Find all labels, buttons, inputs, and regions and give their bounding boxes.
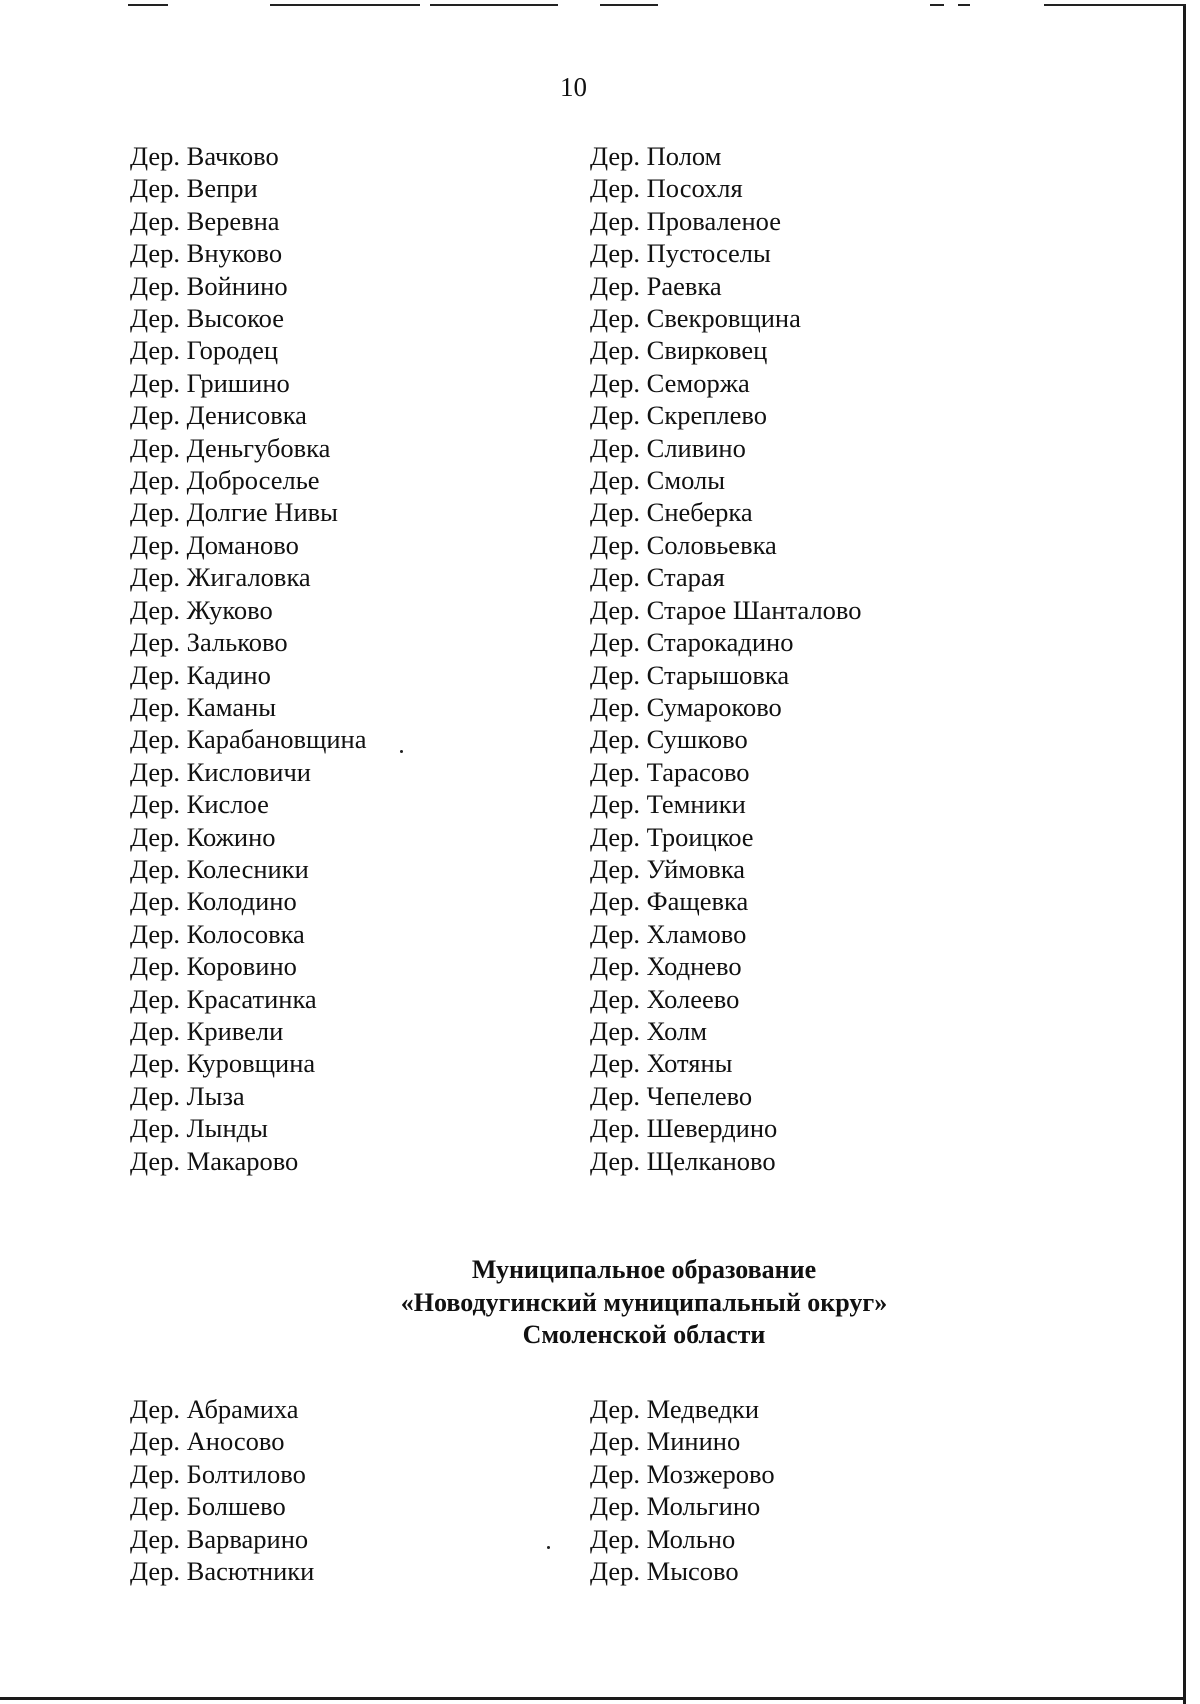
village-item: Дер. Троицкое — [590, 821, 754, 852]
village-item: Дер. Зальково — [130, 627, 288, 658]
village-item: Дер. Доброселье — [130, 465, 320, 496]
village-item: Дер. Полом — [590, 141, 722, 171]
village-item: Дер. Мольно — [590, 1523, 736, 1554]
village-item: Дер. Уймовка — [590, 853, 746, 884]
village-item: Дер. Жуково — [130, 594, 273, 625]
village-item: Дер. Вепри — [130, 173, 258, 204]
village-item: Дер. Городец — [130, 335, 279, 366]
village-item: Дер. Болтилово — [130, 1458, 306, 1489]
village-item: Дер. Жигаловка — [130, 562, 311, 593]
village-item: Дер. Сушково — [590, 724, 748, 755]
scan-edge-right — [1183, 6, 1186, 1704]
village-item: Дер. Тарасово — [590, 756, 750, 787]
village-item: Дер. Медведки — [590, 1394, 760, 1424]
village-item: Дер. Каманы — [130, 691, 277, 722]
village-item: Дер. Хламово — [590, 918, 747, 949]
section-heading — [200, 1254, 1088, 1352]
village-item: Дер. Темники — [590, 789, 746, 820]
village-item: Дер. Минино — [590, 1426, 741, 1457]
village-item: Дер. Варварино — [130, 1523, 309, 1554]
village-item: Дер. Холеево — [590, 983, 740, 1014]
village-item: Дер. Лыза — [130, 1080, 245, 1111]
village-item: Дер. Болшево — [130, 1491, 286, 1522]
village-item: Дер. Кислое — [130, 789, 269, 820]
village-item: Дер. Свекровщина — [590, 303, 801, 334]
village-item: Дер. Кожино — [130, 821, 276, 852]
village-item: Дер. Скреплево — [590, 400, 767, 431]
village-item: Дер. Мольгино — [590, 1491, 761, 1522]
village-item: Дер. Пустоселы — [590, 238, 771, 269]
village-item: Дер. Васютники — [130, 1556, 315, 1587]
page-number: 10 — [560, 72, 587, 102]
village-item: Дер. Чепелево — [590, 1080, 753, 1111]
village-item: Дер. Проваленое — [590, 205, 781, 236]
village-item: Дер. Кривели — [130, 1015, 284, 1046]
village-item: Дер. Кисловичи — [130, 756, 311, 787]
village-item: Дер. Куровщина — [130, 1048, 316, 1079]
village-item: Дер. Колесники — [130, 853, 309, 884]
village-item: Дер. Мысово — [590, 1556, 739, 1587]
village-item: Дер. Веревна — [130, 205, 280, 236]
village-item: Дер. Карабановщина — [130, 724, 367, 755]
village-item: Дер. Посохля — [590, 173, 743, 204]
village-item: Дер. Хотяны — [590, 1048, 733, 1079]
village-list-1-left — [130, 140, 366, 1177]
village-item: Дер. Колосовка — [130, 918, 305, 949]
heading-line-1: Муниципальное образование — [471, 1255, 817, 1284]
scan-edge-top — [0, 4, 1200, 8]
village-item: Дер. Макарово — [130, 1145, 299, 1176]
village-item: Дер. Семоржа — [590, 367, 750, 398]
village-item: Дер. Снеберка — [590, 497, 753, 528]
village-item: Дер. Шевердино — [590, 1113, 778, 1144]
village-item: Дер. Старокадино — [590, 627, 794, 658]
village-list-1-right — [590, 140, 862, 1177]
village-item: Дер. Ходнево — [590, 951, 742, 982]
village-item: Дер. Деньгубовка — [130, 432, 331, 463]
village-item: Дер. Доманово — [130, 529, 299, 560]
village-item: Дер. Аносово — [130, 1426, 285, 1457]
village-item: Дер. Высокое — [130, 303, 285, 334]
village-item: Дер. Щелканово — [590, 1145, 776, 1176]
village-item: Дер. Войнино — [130, 270, 288, 301]
village-item: Дер. Сумароково — [590, 691, 782, 722]
village-item: Дер. Вачково — [130, 141, 279, 171]
village-item: Дер. Долгие Нивы — [130, 497, 338, 528]
village-item: Дер. Гришино — [130, 367, 290, 398]
scan-speck — [547, 1546, 550, 1549]
village-item: Дер. Колодино — [130, 886, 297, 917]
village-item: Дер. Старая — [590, 562, 725, 593]
village-item: Дер. Холм — [590, 1015, 708, 1046]
heading-line-2: «Новодугинский муниципальный округ» — [400, 1287, 888, 1317]
scan-speck — [400, 750, 403, 753]
village-item: Дер. Лынды — [130, 1113, 268, 1144]
village-list-2-right — [590, 1393, 775, 1587]
village-item: Дер. Соловьевка — [590, 529, 777, 560]
scan-edge-bottom — [0, 1697, 1186, 1700]
village-item: Дер. Коровино — [130, 951, 297, 982]
village-item: Дер. Старое Шанталово — [590, 594, 862, 625]
village-item: Дер. Красатинка — [130, 983, 317, 1014]
village-item: Дер. Старышовка — [590, 659, 790, 690]
heading-line-3: Смоленской области — [522, 1320, 766, 1349]
village-item: Дер. Смолы — [590, 465, 726, 496]
village-item: Дер. Кадино — [130, 659, 271, 690]
village-item: Дер. Свирковец — [590, 335, 768, 366]
village-item: Дер. Мозжерово — [590, 1458, 775, 1489]
village-item: Дер. Абрамиха — [130, 1394, 299, 1424]
village-item: Дер. Фащевка — [590, 886, 749, 917]
village-list-2-left — [130, 1393, 314, 1587]
village-item: Дер. Денисовка — [130, 400, 307, 431]
village-item: Дер. Внуково — [130, 238, 283, 269]
village-item: Дер. Сливино — [590, 432, 746, 463]
village-item: Дер. Раевка — [590, 270, 722, 301]
